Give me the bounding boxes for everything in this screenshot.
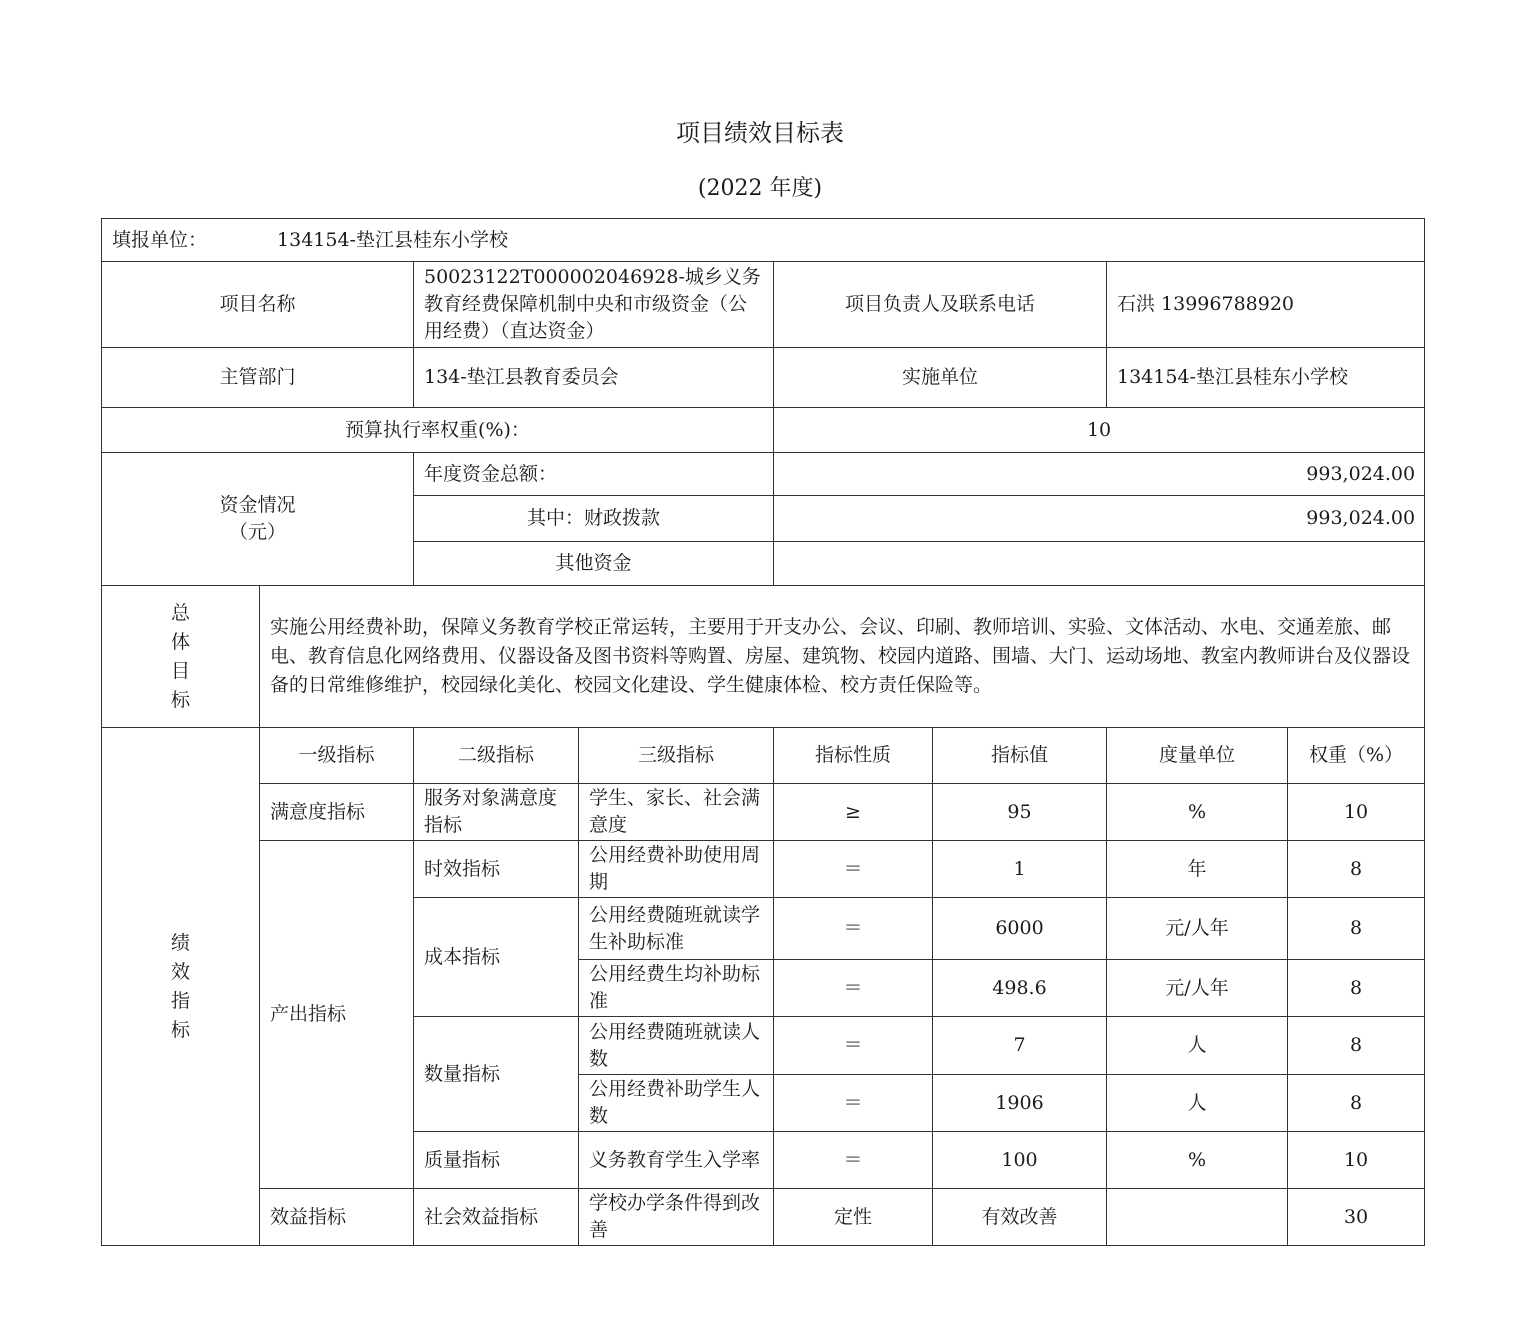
funds-other-label: 其他资金 xyxy=(414,542,774,586)
budget-weight-row xyxy=(102,408,1425,453)
overall-goal-row xyxy=(102,586,1425,728)
weight-cell: 8 xyxy=(1288,1075,1425,1132)
weight-cell: 8 xyxy=(1288,960,1425,1017)
implementing-unit-label: 实施单位 xyxy=(774,348,1107,408)
perf-label-char: 绩 xyxy=(170,931,190,954)
level3-cell: 义务教育学生入学率 xyxy=(579,1132,774,1189)
level2-cell: 时效指标 xyxy=(414,841,579,898)
project-name-value: 50023122T000002046928-城乡义务教育经费保障机制中央和市级资金（公用经费）（直达资金） xyxy=(414,262,774,348)
project-name-label: 项目名称 xyxy=(102,262,414,348)
overall-goal-label xyxy=(102,586,260,728)
value-cell: 6000 xyxy=(933,898,1107,960)
overall-goal-label-char: 目 xyxy=(170,659,190,682)
level3-cell: 公用经费生均补助标准 xyxy=(579,960,774,1017)
nature-cell: ＝ xyxy=(774,960,933,1017)
perf-label-char: 效 xyxy=(170,960,190,983)
level3-cell: 学校办学条件得到改善 xyxy=(579,1189,774,1246)
reporting-unit-value: 134154-垫江县桂东小学校 xyxy=(277,228,508,251)
header-unit: 度量单位 xyxy=(1107,728,1288,784)
header-level1: 一级指标 xyxy=(260,728,414,784)
funds-fiscal-label: 其中：财政拨款 xyxy=(414,496,774,542)
level2-cell: 质量指标 xyxy=(414,1132,579,1189)
level1-cell: 效益指标 xyxy=(260,1189,414,1246)
overall-goal-text: 实施公用经费补助，保障义务教育学校正常运转，主要用于开支办公、会议、印刷、教师培训、实验、文体活动、水电、交通差旅、邮电、教育信息化网络费用、仪器设备及图书资料等购置、房屋、建筑物、校园内道路、围墙、大门、运动场地、教室内教师讲台及仪器设备的日常维修维护，校园绿化美化、校园文化建设、学生健康体检、校方责任保险等。 xyxy=(260,586,1425,728)
weight-cell: 10 xyxy=(1288,1132,1425,1189)
project-row xyxy=(102,262,1425,348)
header-nature: 指标性质 xyxy=(774,728,933,784)
level2-cell: 数量指标 xyxy=(414,1017,579,1132)
value-cell: 100 xyxy=(933,1132,1107,1189)
department-row xyxy=(102,348,1425,408)
funds-fiscal-value: 993,024.00 xyxy=(774,496,1425,542)
department-value: 134-垫江县教育委员会 xyxy=(414,348,774,408)
nature-cell: 定性 xyxy=(774,1189,933,1246)
level3-cell: 公用经费随班就读人数 xyxy=(579,1017,774,1075)
level2-cell: 成本指标 xyxy=(414,898,579,1017)
table-row xyxy=(102,841,1425,898)
funds-label-cell xyxy=(102,453,414,586)
overall-goal-label-char: 总 xyxy=(170,601,190,624)
unit-cell: 年 xyxy=(1107,841,1288,898)
funds-total-row xyxy=(102,453,1425,496)
overall-goal-label-char: 标 xyxy=(170,688,190,711)
value-cell: 1906 xyxy=(933,1075,1107,1132)
level3-cell: 公用经费补助使用周期 xyxy=(579,841,774,898)
unit-cell: 元/人年 xyxy=(1107,898,1288,960)
page-subtitle-year: (2022 年度) xyxy=(697,176,823,201)
overall-goal-label-char: 体 xyxy=(170,630,190,653)
implementing-unit-value: 134154-垫江县桂东小学校 xyxy=(1107,348,1425,408)
weight-cell: 8 xyxy=(1288,898,1425,960)
table-row xyxy=(102,784,1425,841)
unit-cell: 人 xyxy=(1107,1075,1288,1132)
reporting-unit-label: 填报单位： xyxy=(112,228,208,251)
value-cell: 1 xyxy=(933,841,1107,898)
level2-cell: 服务对象满意度指标 xyxy=(414,784,579,841)
weight-cell: 30 xyxy=(1288,1189,1425,1246)
nature-cell: ＝ xyxy=(774,898,933,960)
header-level3: 三级指标 xyxy=(579,728,774,784)
perf-label-char: 指 xyxy=(170,989,190,1012)
project-contact-label: 项目负责人及联系电话 xyxy=(774,262,1107,348)
funds-total-value: 993,024.00 xyxy=(774,453,1425,496)
value-cell: 498.6 xyxy=(933,960,1107,1017)
level3-cell: 学生、家长、社会满意度 xyxy=(579,784,774,841)
level2-cell: 社会效益指标 xyxy=(414,1189,579,1246)
nature-cell: ＝ xyxy=(774,1017,933,1075)
header-weight: 权重（%） xyxy=(1288,728,1425,784)
funds-unit-label: （元） xyxy=(228,521,286,543)
weight-cell: 8 xyxy=(1288,1017,1425,1075)
perf-indicators-label xyxy=(102,728,260,1246)
department-label: 主管部门 xyxy=(102,348,414,408)
level3-cell: 公用经费补助学生人数 xyxy=(579,1075,774,1132)
page-title: 项目绩效目标表 xyxy=(676,119,844,147)
header-value: 指标值 xyxy=(933,728,1107,784)
reporting-unit-row xyxy=(102,219,1425,262)
funds-total-label: 年度资金总额： xyxy=(414,453,774,496)
level1-cell: 产出指标 xyxy=(260,841,414,1189)
table-row xyxy=(102,1189,1425,1246)
nature-cell: ≥ xyxy=(774,784,933,841)
level3-cell: 公用经费随班就读学生补助标准 xyxy=(579,898,774,960)
budget-weight-value: 10 xyxy=(774,408,1425,453)
level1-cell: 满意度指标 xyxy=(260,784,414,841)
performance-target-table xyxy=(101,218,1425,1246)
perf-header-row xyxy=(102,728,1425,784)
project-contact-value: 石洪 13996788920 xyxy=(1107,262,1425,348)
nature-cell: ＝ xyxy=(774,841,933,898)
value-cell: 7 xyxy=(933,1017,1107,1075)
funds-label: 资金情况 xyxy=(219,494,296,516)
value-cell: 95 xyxy=(933,784,1107,841)
unit-cell: % xyxy=(1107,784,1288,841)
weight-cell: 10 xyxy=(1288,784,1425,841)
perf-label-char: 标 xyxy=(170,1018,190,1041)
value-cell: 有效改善 xyxy=(933,1189,1107,1246)
funds-other-value xyxy=(774,542,1425,586)
unit-cell: % xyxy=(1107,1132,1288,1189)
unit-cell: 人 xyxy=(1107,1017,1288,1075)
unit-cell xyxy=(1107,1189,1288,1246)
weight-cell: 8 xyxy=(1288,841,1425,898)
header-level2: 二级指标 xyxy=(414,728,579,784)
nature-cell: ＝ xyxy=(774,1132,933,1189)
nature-cell: ＝ xyxy=(774,1075,933,1132)
reporting-unit-cell xyxy=(102,219,1425,262)
unit-cell: 元/人年 xyxy=(1107,960,1288,1017)
budget-weight-label: 预算执行率权重(%)： xyxy=(102,408,774,453)
